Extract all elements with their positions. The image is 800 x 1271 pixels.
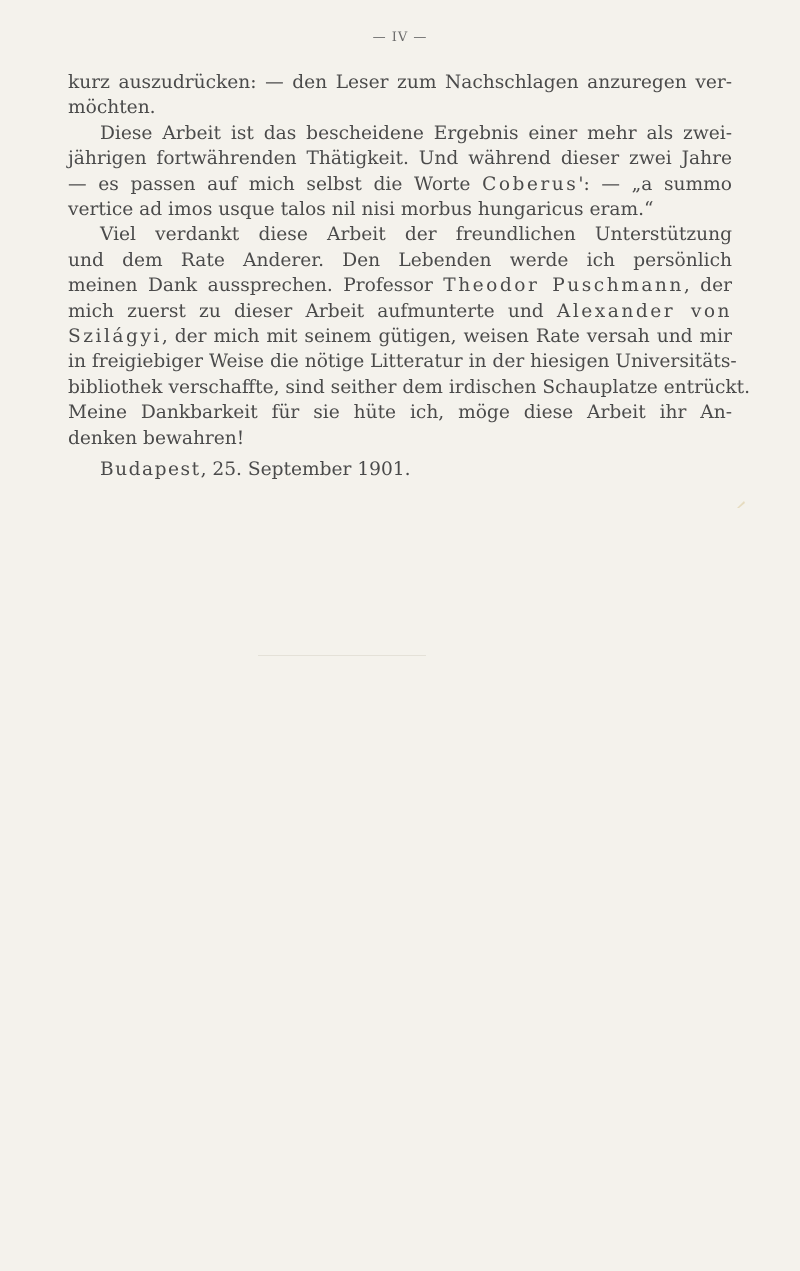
dateline	[68, 457, 732, 482]
text-fragment: , der	[683, 275, 732, 297]
text-line: jährigen fortwährenden Thätigkeit. Und während dieser zwei Jahre	[68, 148, 732, 170]
text-line: Viel verdankt diese Arbeit der freundlichen Unterstützung	[100, 224, 732, 246]
text-line	[68, 273, 732, 298]
text-line: denken bewahren!	[68, 427, 245, 449]
text-line: Diese Arbeit ist das bescheidene Ergebnis einer mehr als zwei-	[100, 122, 732, 144]
text-fragment: mich zuerst zu dieser Arbeit aufmunterte und	[68, 300, 557, 322]
text-fragment: — es passen auf mich selbst die Worte	[68, 173, 483, 195]
text-line: vertice ad imos usque talos nil nisi morbus hungaricus eram.“	[68, 199, 654, 221]
text-fragment: ': — „a summo	[578, 173, 732, 195]
dateline-date: , 25. September 1901.	[200, 459, 411, 481]
dateline-place: Budapest	[100, 459, 201, 481]
person-name-puschmann: Theodor Puschmann	[443, 275, 684, 297]
person-name-alexander: Alexander von	[556, 300, 732, 322]
page-number-header: — IV —	[372, 30, 428, 45]
ink-speck-icon	[735, 498, 747, 510]
text-line: kurz auszudrücken: — den Leser zum Nachschlagen anzuregen ver-	[68, 72, 732, 93]
faint-divider	[258, 655, 426, 656]
text-line	[68, 172, 732, 197]
preface-text	[68, 70, 751, 483]
text-line	[68, 299, 732, 324]
text-line: bibliothek verschaffte, sind seither dem irdischen Schauplatze entrückt.	[68, 376, 751, 398]
person-name-szilagyi: Szilágyi	[68, 326, 162, 348]
text-fragment: meinen Dank aussprechen. Professor	[68, 275, 444, 297]
text-line: Meine Dankbarkeit für sie hüte ich, möge diese Arbeit ihr An-	[68, 402, 732, 424]
text-line	[68, 324, 732, 349]
text-fragment: , der mich mit seinem gütigen, weisen Rate versah und mir	[161, 326, 732, 348]
text-line: in freigiebiger Weise die nötige Litteratur in der hiesigen Universitäts-	[68, 351, 737, 373]
text-line: und dem Rate Anderer. Den Lebenden werde ich persönlich	[68, 249, 732, 271]
author-name-coberus: Coberus	[482, 173, 579, 195]
text-line: möchten.	[68, 97, 156, 119]
